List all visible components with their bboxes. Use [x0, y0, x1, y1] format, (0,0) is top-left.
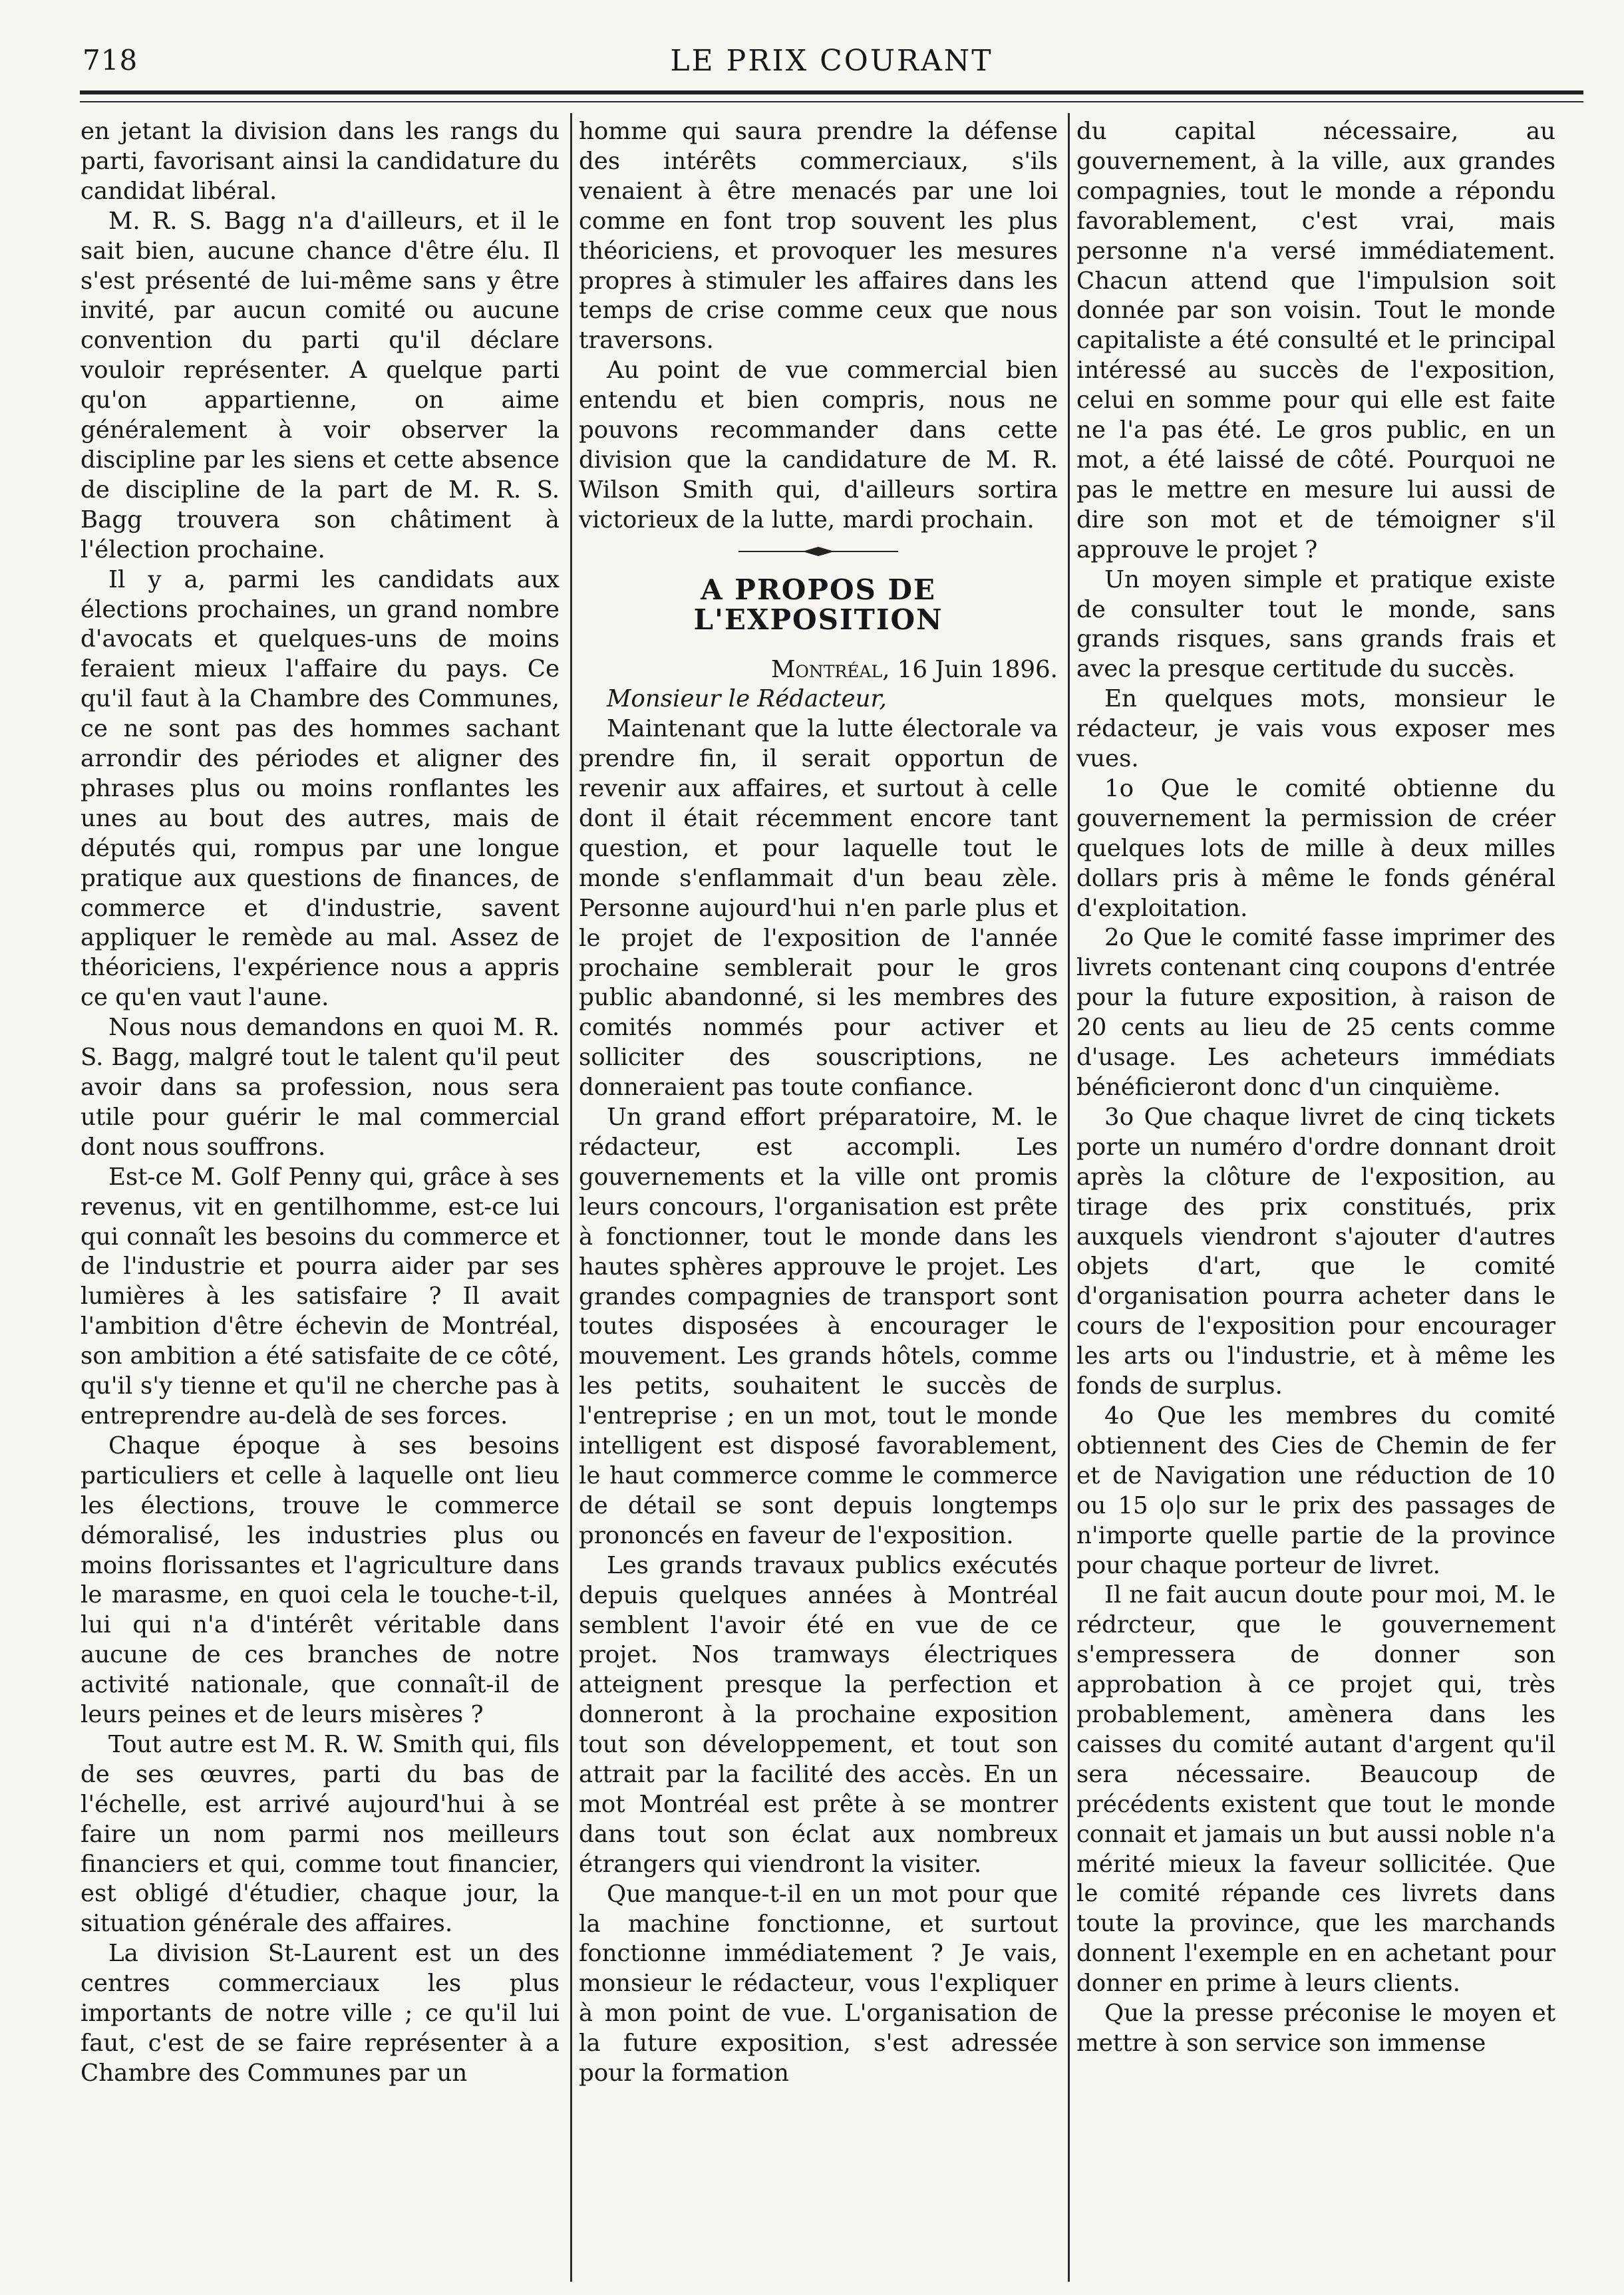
paragraph: En quelques mots, monsieur le rédacteur, je vais vous exposer mes vues. [1076, 685, 1555, 773]
paragraph: Chaque époque à ses besoins particuliers et celle à laquelle ont lieu les élections, trouve le commerce démoralisé, les industries plus ou moins florissantes et l'agriculture dans le marasme, en quoi cela le touche-t-il, lui qui n'a d'intérêt véritable dans aucune de ces branches de notre activité nationale, que connaît-il de leurs peines et de leurs misères ? [81, 1432, 560, 1729]
paragraph: Il ne fait aucun doute pour moi, M. le rédrcteur, que le gouvernement s'empressera de donner son approbation à ce projet qui, très probablement, amènera dans les caisses du comité autant d'argent qu'il sera nécessaire. Beaucoup de précédents existent que tout le monde connait et jamais un but aussi noble n'a mérité mieux la faveur sollicitée. Que le comité répande ces livrets dans toute la province, que les marchands donnent l'exemple en en achetant pour donner en prime à leurs clients. [1076, 1581, 1555, 1998]
page-number: 718 [82, 44, 138, 76]
journal-title: LE PRIX COURANT [670, 44, 993, 78]
paragraph: Au point de vue commercial bien entendu et bien compris, nous ne pouvons recommander dans cette division que la candidature de M. R. Wilson Smith qui, d'ailleurs sortira victorieux de la lutte, mardi prochain. [579, 357, 1058, 534]
paragraph: Que la presse préconise le moyen et mettre à son service son immense [1076, 2000, 1555, 2057]
salutation: Monsieur le Rédacteur, [607, 685, 887, 713]
paragraph: homme qui saura prendre la défense des intérêts commerciaux, s'ils venaient à être menacés par une loi comme en font trop souvent les plus théoriciens, et provoquer les mesures propres à stimuler les affaires dans les temps de crise comme ceux que nous traversons. [579, 118, 1058, 355]
paragraph: Tout autre est M. R. W. Smith qui, fils de ses œuvres, parti du bas de l'échelle, est arrivé aujourd'hui à se faire un nom parmi nos meilleurs financiers et qui, comme tout financier, est obligé d'étudier, chaque jour, la situation générale des affaires. [81, 1730, 560, 1938]
paragraph: 3o Que chaque livret de cinq tickets porte un numéro d'ordre donnant droit après la clôture de l'exposition, au tirage des prix constitués, prix auxquels viendront s'ajouter d'autres objets d'art, que le comité d'organisation pourra acheter dans le cours de l'exposition pour encourager les arts ou l'industrie, et à même les fonds de surplus. [1076, 1103, 1555, 1400]
paragraph: en jetant la division dans les rangs du parti, favorisant ainsi la candidature du candidat libéral. [81, 118, 560, 205]
paragraph: Nous nous demandons en quoi M. R. S. Bagg, malgré tout le talent qu'il peut avoir dans sa profession, nous sera utile pour guérir le mal commercial dont nous souffrons. [81, 1014, 560, 1161]
section-title: A PROPOS DE L'EXPOSITION [693, 573, 943, 636]
column-left [81, 117, 560, 2279]
dateline-place: Montréal, [770, 655, 890, 683]
column-separator [1068, 113, 1070, 2282]
paragraph: 1o Que le comité obtienne du gouvernement la permission de créer quelques lots de mille à deux milles dollars pris à même le fonds général d'exploitation. [1076, 774, 1555, 922]
section-divider-ornament [738, 545, 898, 558]
paragraph: La division St-Laurent est un des centres commerciaux les plus importants de notre ville ; ce qu'il lui faut, c'est de se faire représenter à a Chambre des Communes par un [81, 1940, 560, 2087]
paragraph: Que manque-t-il en un mot pour que la machine fonctionne, et surtout fonctionne immédiatement ? Je vais, monsieur le rédacteur, vous l'expliquer à mon point de vue. L'organisation de la future exposition, s'est adressée pour la formation [579, 1880, 1058, 2087]
dateline [579, 655, 1058, 685]
paragraph: M. R. S. Bagg n'a d'ailleurs, et il le sait bien, aucune chance d'être élu. Il s'est présenté de lui-même sans y être invité, par aucun comité ou aucune convention du parti qu'il déclare vouloir représenter. A quelque parti qu'on appartienne, on aime généralement à voir observer la discipline par les siens et cette absence de discipline de la part de M. R. S. Bagg trouvera son châtiment à l'élection prochaine. [81, 207, 560, 563]
paragraph: Les grands travaux publics exécutés depuis quelques années à Montréal semblent l'avoir été en vue de ce projet. Nos tramways électriques atteignent presque la perfection et donneront à la prochaine exposition tout son développement, et tout son attrait par la facilité des accès. En un mot Montréal est prête à se montrer dans tout son éclat aux nombreux étrangers qui viendront la visiter. [579, 1551, 1058, 1878]
header-rule-thin [80, 101, 1583, 102]
paragraph: 4o Que les membres du comité obtiennent des Cies de Chemin de fer et de Navigation une réduction de 10 ou 15 o|o sur le prix des passages de n'importe quelle partie de la province pour chaque porteur de livret. [1076, 1402, 1555, 1579]
column-separator [570, 113, 572, 2282]
paragraph: Il y a, parmi les candidats aux élections prochaines, un grand nombre d'avocats et quelques-uns de moins feraient mieux l'affaire du pays. Ce qu'il faut à la Chambre des Communes, ce ne sont pas des hommes sachant arrondir des périodes et aligner des phrases plus ou moins ronflantes les unes au bout des autres, mais de députés qui, rompus par une longue pratique aux questions de finances, de commerce et d'industrie, savent appliquer le remède au mal. Assez de théoriciens, l'expérience nous a appris ce qu'en vaut l'aune. [81, 565, 560, 1012]
paragraph: 2o Que le comité fasse imprimer des livrets contenant cinq coupons d'entrée pour la future exposition, à raison de 20 cents au lieu de 25 cents comme d'usage. Les acheteurs immédiats bénéficieront donc d'un cinquième. [1076, 924, 1555, 1101]
page-header [80, 35, 1583, 88]
paragraph: Un grand effort préparatoire, M. le rédacteur, est accompli. Les gouvernements et la ville ont promis leurs concours, l'organisation est prête à fonctionner, tout le monde dans les hautes sphères approuve le projet. Les grandes compagnies de transport sont toutes disposées à encourager le mouvement. Les grands hôtels, comme les petits, souhaitent le succès de l'entreprise ; en un mot, tout le monde intelligent est disposé favorablement, le haut commerce comme le commerce de détail se sont depuis longtemps prononcés en faveur de l'exposition. [579, 1104, 1058, 1549]
paragraph: du capital nécessaire, au gouvernement, à la ville, aux grandes compagnies, tout le monde a répondu favorablement, c'est vrai, mais personne n'a versé immédiatement. Chacun attend que l'impulsion soit donnée par son voisin. Tout le monde capitaliste a été consulté et le principal intéressé au succès de l'exposition, celui en somme pour qui elle est faite ne l'a pas été. Le gros public, en un mot, a été laissé de côté. Pourquoi ne pas le mettre en mesure lui aussi de dire son mot et de témoigner s'il approuve le projet ? [1076, 118, 1555, 563]
header-rule-thick [80, 90, 1583, 94]
dateline-date: 16 Juin 1896. [897, 655, 1058, 683]
column-right [1076, 117, 1555, 2279]
paragraph: Est-ce M. Golf Penny qui, grâce à ses revenus, vit en gentilhomme, est-ce lui qui connaît les besoins du commerce et de l'industrie et pourra aider par ses lumières à les satisfaire ? Il avait l'ambition d'être échevin de Montréal, son ambition a été satisfaite de ce côté, qu'il s'y tienne et qu'il ne cherche pas à entreprendre au-delà de ses forces. [81, 1163, 560, 1430]
paragraph: Un moyen simple et pratique existe de consulter tout le monde, sans grands risques, sans grands frais et avec la presque certitude du succès. [1076, 565, 1555, 683]
paragraph: Maintenant que la lutte électorale va prendre fin, il serait opportun de revenir aux affaires, et surtout à celle dont il était récemment encore tant question, et pour laquelle tout le monde s'enflammait d'un beau zèle. Personne aujourd'hui n'en parle plus et le projet de l'exposition de l'année prochaine semblerait pour le gros public abandonné, si les membres des comités nommés pour activer et solliciter des souscriptions, ne donneraient pas toute confiance. [579, 715, 1058, 1102]
column-middle [579, 117, 1058, 2279]
